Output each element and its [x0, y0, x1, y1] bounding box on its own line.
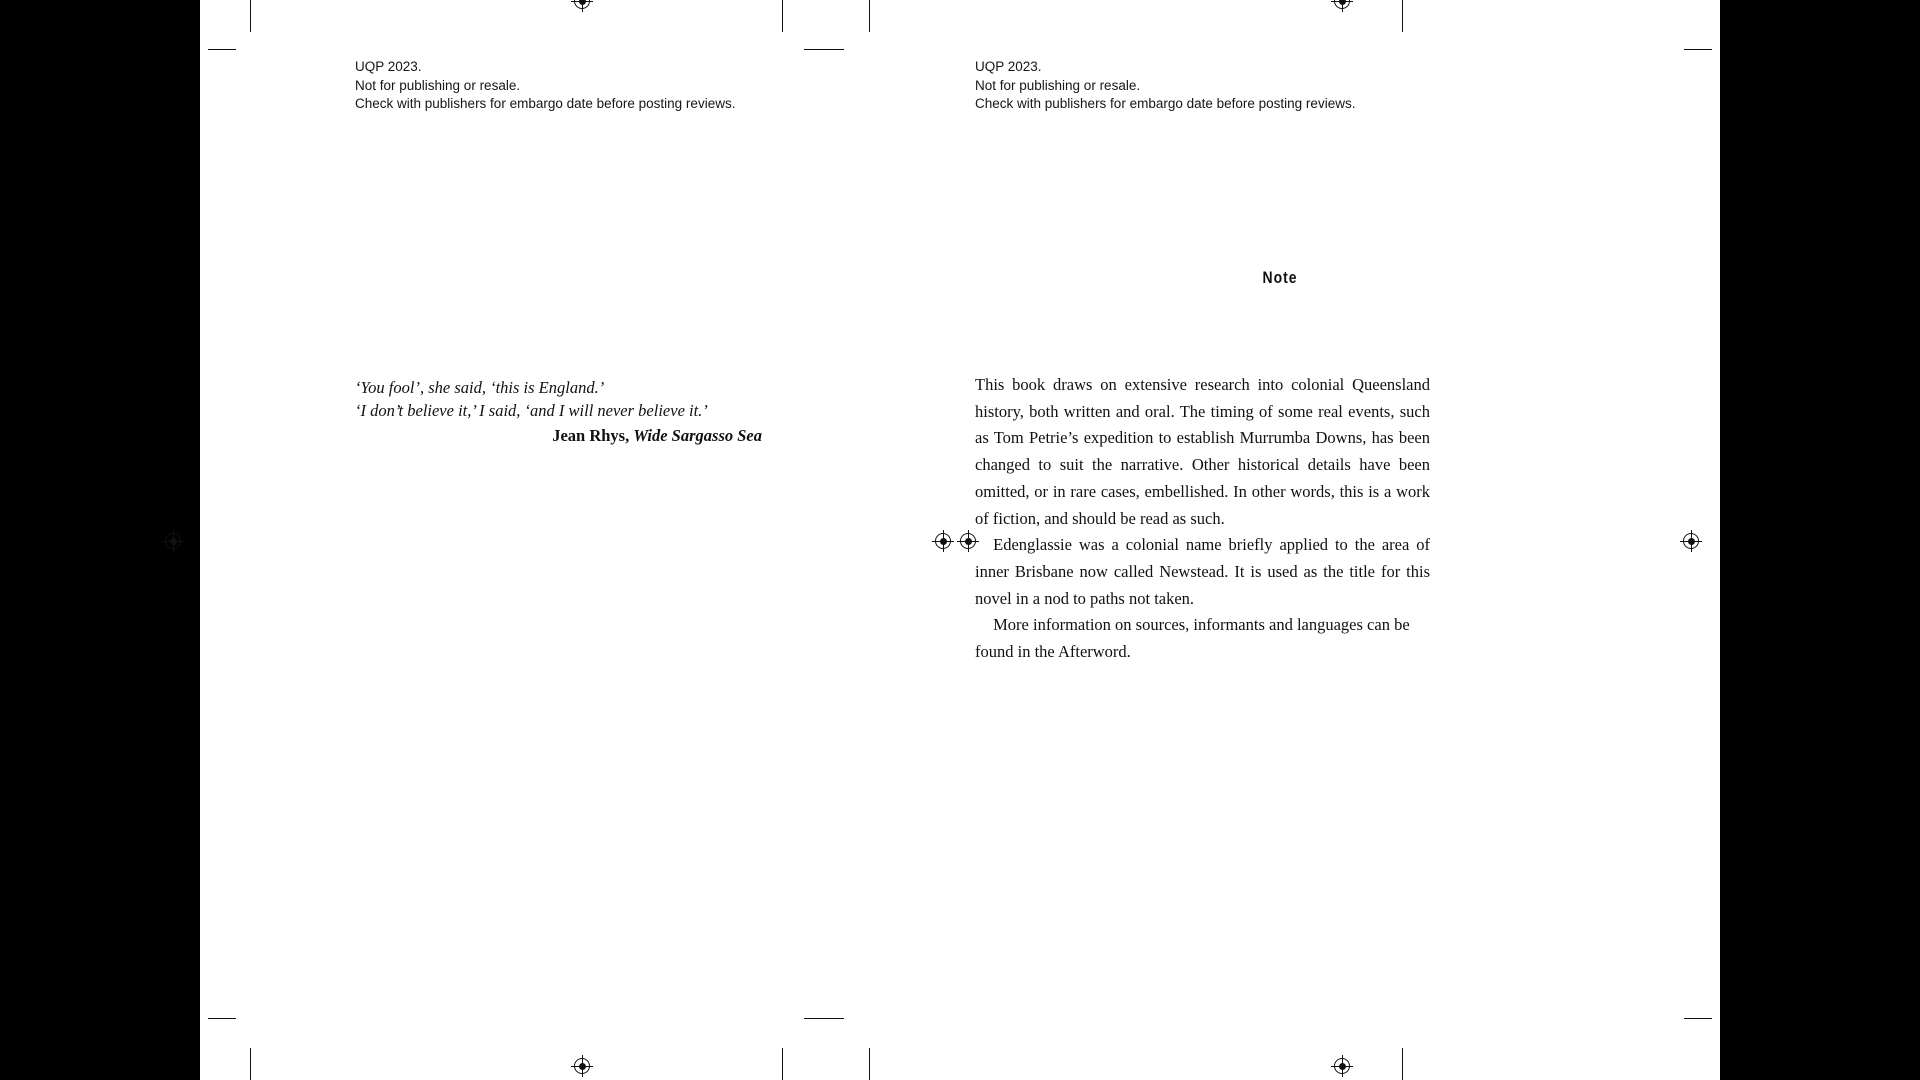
epigraph-text: [355, 376, 755, 423]
note-paragraph-2: Edenglassie was a colonial name briefly applied to the area of inner Brisbane now called Newstead. It is used as the title for this novel in a nod to paths not taken.: [975, 535, 1430, 608]
crop-mark-bottom-right-horizontal: [1684, 1018, 1712, 1019]
embargo-line-3: Check with publishers for embargo date before posting reviews.: [355, 96, 736, 111]
right-page-embargo-stamp: [975, 60, 1355, 116]
note-heading: Note: [1262, 268, 1298, 287]
epigraph-author: Jean Rhys,: [552, 426, 630, 445]
right-page: [975, 0, 1585, 1080]
embargo-line-1: UQP 2023.: [975, 59, 1042, 74]
epigraph-attribution: [355, 426, 762, 446]
crop-mark-top-left-vertical: [250, 0, 251, 32]
registration-mark-right-middle: [1683, 533, 1699, 549]
note-paragraph-3: More information on sources, informants and languages can be found in the Afterword.: [975, 615, 1410, 662]
crop-mark-bottom-left-vertical: [250, 1048, 251, 1080]
epigraph-work-title: Wide Sargasso Sea: [633, 426, 762, 445]
embargo-line-3: Check with publishers for embargo date before posting reviews.: [975, 96, 1356, 111]
registration-mark-left-middle: [165, 533, 181, 549]
embargo-line-2: Not for publishing or resale.: [355, 77, 521, 93]
left-page: [355, 0, 965, 1080]
epigraph-line-2: ‘I don’t believe it,’ I said, ‘and I will never believe it.’: [355, 401, 708, 421]
crop-mark-top-right-horizontal: [1684, 49, 1712, 50]
left-page-embargo-stamp: [355, 60, 735, 116]
embargo-line-1: UQP 2023.: [355, 59, 422, 74]
note-paragraph-1: This book draws on extensive research into colonial Queensland history, both written and oral. The timing of some real events, such as Tom Petrie’s expedition to establish Murrumba Downs, has been changed to suit the narrative. Other historical details have been omitted, or in rare cases, embellished. In other words, this is a work of fiction, and should be read as such.: [975, 375, 1430, 528]
crop-mark-bottom-left-horizontal: [208, 1018, 236, 1019]
note-body: [975, 372, 1430, 666]
crop-mark-top-left-horizontal: [208, 49, 236, 50]
print-spread: [200, 0, 1720, 1080]
epigraph-line-1: ‘You fool’, she said, ‘this is England.’: [355, 378, 605, 397]
embargo-line-2: Not for publishing or resale.: [975, 77, 1141, 93]
